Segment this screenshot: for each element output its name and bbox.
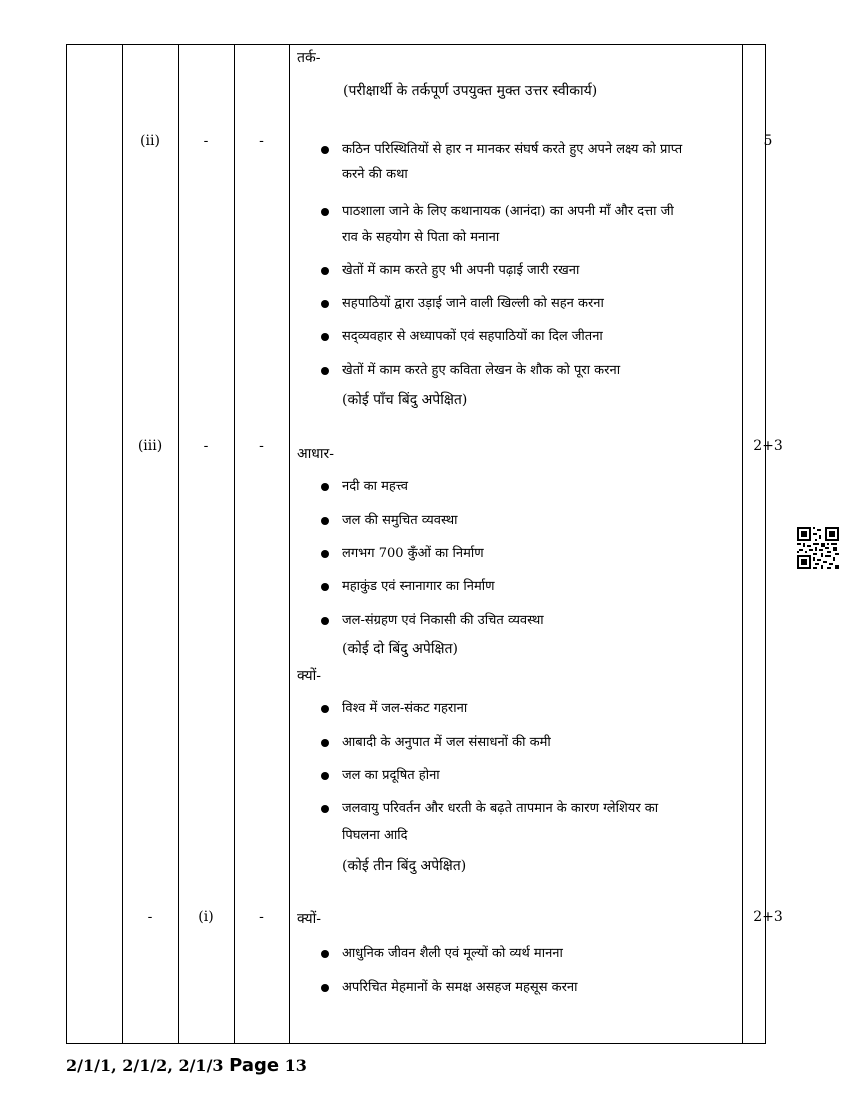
answer-point: सहपाठियों द्वारा उड़ाई जाने वाली खिल्ली को सहन करना <box>342 296 604 311</box>
question-col3: - <box>259 438 264 454</box>
marks: 5 <box>763 133 773 149</box>
section-heading-aadhaar: आधार- <box>297 446 335 462</box>
answer-point: जलवायु परिवर्तन और धरती के बढ़ते तापमान के कारण ग्लेशियर का <box>342 801 659 816</box>
bullet <box>321 300 329 308</box>
answer-point: पाठशाला जाने के लिए कथानायक (आनंदा) का अपनी माँ और दत्ता जी <box>342 204 674 219</box>
page-footer <box>66 1055 307 1076</box>
question-col2: (i) <box>198 909 214 925</box>
bullet <box>321 805 329 813</box>
answer-point: कठिन परिस्थितियों से हार न मानकर संघर्ष करते हुए अपने लक्ष्य को प्राप्त <box>342 142 683 157</box>
answer-point: खेतों में काम करते हुए भी अपनी पढ़ाई जारी रखना <box>342 263 580 278</box>
section-heading-tark: तर्क- <box>297 50 321 66</box>
answer-point-continued: पिघलना आदि <box>342 828 408 843</box>
qr-code-icon <box>797 527 839 569</box>
column-divider <box>742 45 743 1043</box>
bullet <box>321 705 329 713</box>
acceptance-note: (परीक्षार्थी के तर्कपूर्ण उपयुक्त मुक्त उत्तर स्वीकार्य) <box>343 83 598 99</box>
question-col1: (ii) <box>140 133 160 149</box>
question-col1: (iii) <box>137 438 163 454</box>
marking-scheme-table <box>66 44 766 1044</box>
page-number: 13 <box>284 1056 307 1075</box>
answer-point: आबादी के अनुपात में जल संसाधनों की कमी <box>342 735 551 750</box>
question-col3: - <box>259 909 264 925</box>
answer-point: लगभग 700 कुँओं का निर्माण <box>342 546 484 561</box>
answer-point: विश्व में जल-संकट गहराना <box>342 701 468 716</box>
answer-point: नदी का महत्त्व <box>342 479 409 494</box>
column-divider <box>234 45 235 1043</box>
question-col3: - <box>259 133 264 149</box>
section-heading-kyon: क्यों- <box>297 668 321 684</box>
bullet <box>321 772 329 780</box>
answer-point-continued: करने की कथा <box>342 167 408 182</box>
paper-codes: 2/1/1, 2/1/2, 2/1/3 <box>66 1056 224 1075</box>
answer-point: अपरिचित मेहमानों के समक्ष असहज महसूस करना <box>342 980 578 995</box>
bullet <box>321 583 329 591</box>
answer-point: महाकुंड एवं स्नानागार का निर्माण <box>342 579 495 594</box>
points-note: (कोई पाँच बिंदु अपेक्षित) <box>342 392 468 408</box>
question-col2: - <box>203 133 209 149</box>
column-divider <box>122 45 123 1043</box>
bullet <box>321 984 329 992</box>
bullet <box>321 267 329 275</box>
answer-point: जल का प्रदूषित होना <box>342 768 440 783</box>
marks: 2+3 <box>753 438 783 454</box>
points-note: (कोई तीन बिंदु अपेक्षित) <box>342 858 467 874</box>
answer-point-continued: राव के सहयोग से पिता को मनाना <box>342 230 500 245</box>
answer-point: जल-संग्रहण एवं निकासी की उचित व्यवस्था <box>342 613 544 628</box>
page-label: Page <box>229 1055 280 1076</box>
bullet <box>321 367 329 375</box>
marks: 2+3 <box>753 909 783 925</box>
column-divider <box>178 45 179 1043</box>
bullet <box>321 483 329 491</box>
bullet <box>321 950 329 958</box>
section-heading-kyon: क्यों- <box>297 911 321 927</box>
question-col2: - <box>203 438 209 454</box>
bullet <box>321 617 329 625</box>
column-divider <box>289 45 290 1043</box>
question-col1: - <box>147 909 153 925</box>
answer-point: जल की समुचित व्यवस्था <box>342 513 458 528</box>
answer-point: आधुनिक जीवन शैली एवं मूल्यों को व्यर्थ मानना <box>342 946 563 961</box>
bullet <box>321 739 329 747</box>
points-note: (कोई दो बिंदु अपेक्षित) <box>342 641 458 657</box>
bullet <box>321 333 329 341</box>
bullet <box>321 208 329 216</box>
answer-point: सद्‌व्यवहार से अध्यापकों एवं सहपाठियों का दिल जीतना <box>342 329 603 344</box>
bullet <box>321 517 329 525</box>
bullet <box>321 146 329 154</box>
answer-point: खेतों में काम करते हुए कविता लेखन के शौक को पूरा करना <box>342 363 621 378</box>
bullet <box>321 550 329 558</box>
